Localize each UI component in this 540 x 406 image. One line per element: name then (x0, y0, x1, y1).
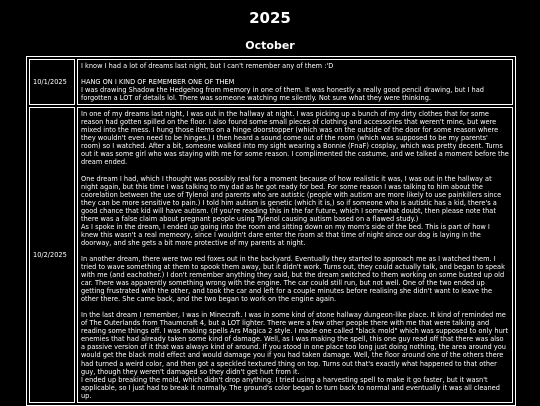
entry-paragraph: I know I had a lot of dreams last night, but I can't remember any of them :'D (81, 62, 334, 70)
entry-text (77, 59, 513, 105)
entry-paragraph: In one of my dreams last night, I was out in the hallway at night. I was picking up a bunch of my dirty clothes that for some reason had gotten spilled on the floor. I also found some small pieces of clothing and accessories that weren't mine, but were mixed into the mess. I hung those items on a hinge doorstopper (which was on the outside of the door for some reason where they wouldn't even need to be hinges.) I then heard a sound come out of the room (which was supposed to be my parents' room) so I watched. After a bit, someone walked into my sight wearing a Bonnie (FnaF) cosplay, which was pretty decent. Turns out it was some girl who was staying with me for some reason. I complimented the costume, and we talked a moment before the dream ended. (81, 110, 509, 167)
month-heading: October (245, 39, 295, 52)
entry-paragraph: One dream I had, which I thought was possibly real for a moment because of how realistic it was, I was out in the hallway at night again, but this time I was talking to my dad as he got ready for bed. For some reason I was talking to him about the coorelation between the use of Tylenol and parents who are autistic (people with autism are more likely to use painkillers since they can be more sensitive to pain.) I told him autism is genetic (which it is,) so if someone who is autistic has a kid, there's a good chance that kid will have autism. (If you're reading this in the far future, which I somewhat doubt, then please note that there was a false claim about pregnant people using Tylenol causing autism based on a flawed study.) As I spoke in the dream, I ended up going into the room and sitting down on my mom's side of the bed. This is part of how I knew this wasn't a real memeory, since I wouldn't dare enter the room at that time of night since our dog is laying in the doorway, and she gets a bit more protective of my parents at night. (81, 174, 502, 247)
entry-date: 10/1/2025 (29, 59, 75, 105)
entry-paragraph: In another dream, there were two red foxes out in the backyard. Eventually they started to approach me as I watched them. I tried to wave something at them to spook them away, but it didn't work. Turns out, they could actually talk, and began to speak with me (and eachother.) I don't remember anything they said, but the dream switched to them working on some busted up old car. There was apparently something wrong with the engine. The car could still run, but not well. One of the two ended up getting frustrated with the other, and took the car and left for a couple minutes before realising she didn't want to leave the other there. She came back, and the two began to work on the engine again. (81, 254, 505, 304)
table-row (29, 59, 513, 105)
year-heading: 2025 (249, 9, 291, 27)
entry-paragraph: HANG ON I KIND OF REMEMBER ONE OF THEM I was drawing Shadow the Hedgehog from memory in one of them. It was honestly a really good pencil drawing, but I had forgotten a LOT of details lol. There was someone watching me silently. Not sure what they were thinking. (81, 78, 484, 103)
dream-journal-table (26, 56, 516, 406)
page-header (0, 0, 540, 53)
entry-paragraph: In the last dream I remember, I was in Minecraft. I was in some kind of stone hallway dungeon-like place. It kind of reminded me of The Outerlands from Thaumcraft 4, but a LOT lighter. There were a few other people there with me that were talking and reading some things off. I was making spells Ars Magica 2 style. I made one called "black mold" which was supposed to only hurt enemies that had already taken some kind of damage. Well, as I was making the spell, this one guy read off that there was also a passive version of it that was always kind of around. If you stood in one place too long just doing nothing, the area around you would get the black mold effect and would damage you if you had taken damage. Well, the floor around one of the others there had turned a weird color, and then got a speckled textured thing on top. Turns out that's exactly what happened to that other guy, though they weren't damaged so they didn't get hurt from it. I ended up breaking the mold, which didn't drop anything. I tried using a harvesting spell to make it go faster, but it wasn't applicable, so I just had to break it normally. The ground's color began to turn back to normal and eventually it was all cleaned up. (81, 311, 509, 400)
table-row (29, 107, 513, 403)
entry-text (77, 107, 513, 403)
entry-date: 10/2/2025 (29, 107, 75, 403)
